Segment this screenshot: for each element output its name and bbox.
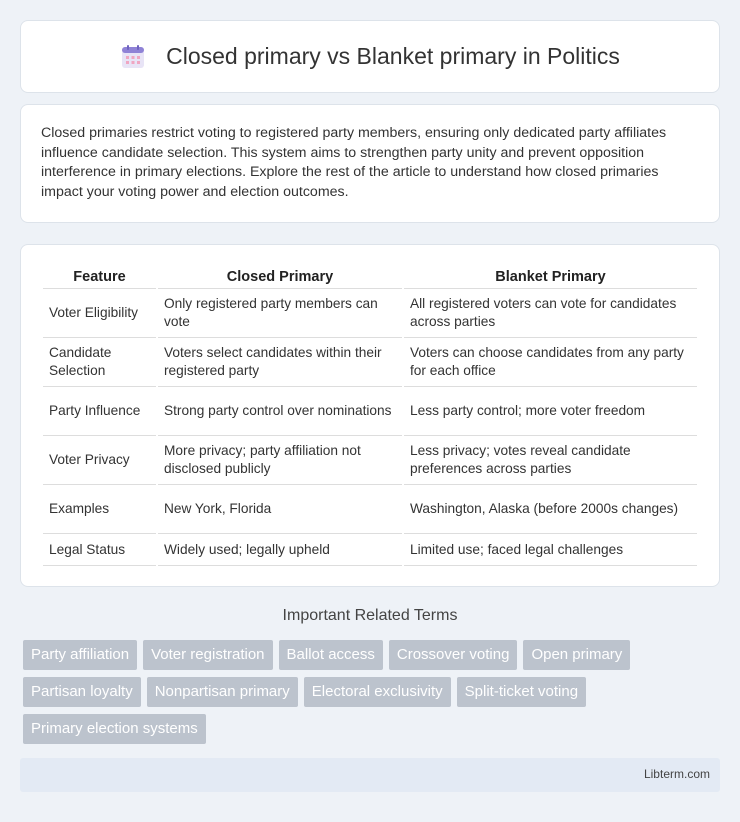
tag-open-primary[interactable]: Open primary xyxy=(523,640,630,670)
table-cell: Voters select candidates within their registered party xyxy=(158,338,402,387)
column-header: Closed Primary xyxy=(158,265,402,289)
table-cell: Party Influence xyxy=(43,387,156,436)
table-cell: All registered voters can vote for candidates across parties xyxy=(404,289,697,338)
tag-ballot-access[interactable]: Ballot access xyxy=(279,640,383,670)
table-header-row xyxy=(43,265,697,289)
table-cell: Less party control; more voter freedom xyxy=(404,387,697,436)
intro-card xyxy=(20,104,720,223)
table-cell: Candidate Selection xyxy=(43,338,156,387)
table-cell: Examples xyxy=(43,485,156,534)
table-cell: Widely used; legally upheld xyxy=(158,534,402,566)
comparison-card xyxy=(20,244,720,587)
table-cell: Less privacy; votes reveal candidate preferences across parties xyxy=(404,436,697,485)
table-row xyxy=(43,534,697,566)
footer-site-link[interactable]: Libterm.com xyxy=(643,767,710,781)
intro-text: Closed primaries restrict voting to registered party members, ensuring only dedicated party affiliates influence candidate selection. This system aims to strengthen party unity and prevent opposition interference in primary elections. Explore the rest of the article to understand how closed primaries impact your voting power and election outcomes. xyxy=(41,125,667,200)
table-row xyxy=(43,387,697,436)
table-cell: New York, Florida xyxy=(158,485,402,534)
table-cell: Voter Eligibility xyxy=(43,289,156,338)
tag-party-affiliation[interactable]: Party affiliation xyxy=(23,640,137,670)
related-terms-title: Important Related Terms xyxy=(282,607,458,624)
related-terms-list xyxy=(23,640,723,751)
table-row xyxy=(43,485,697,534)
table-cell: Voters can choose candidates from any party for each office xyxy=(404,338,697,387)
page-title: Closed primary vs Blanket primary in Politics xyxy=(166,43,620,69)
tag-partisan-loyalty[interactable]: Partisan loyalty xyxy=(23,677,141,707)
column-header: Feature xyxy=(43,265,156,289)
table-cell: Limited use; faced legal challenges xyxy=(404,534,697,566)
footer xyxy=(20,758,720,792)
calendar-icon xyxy=(120,44,146,70)
table-cell: Strong party control over nominations xyxy=(158,387,402,436)
table-cell: More privacy; party affiliation not disclosed publicly xyxy=(158,436,402,485)
tag-split-ticket-voting[interactable]: Split-ticket voting xyxy=(457,677,586,707)
tag-primary-election-systems[interactable]: Primary election systems xyxy=(23,714,206,744)
column-header: Blanket Primary xyxy=(404,265,697,289)
tag-nonpartisan-primary[interactable]: Nonpartisan primary xyxy=(147,677,298,707)
table-row xyxy=(43,338,697,387)
tag-voter-registration[interactable]: Voter registration xyxy=(143,640,272,670)
table-cell: Legal Status xyxy=(43,534,156,566)
table-cell: Only registered party members can vote xyxy=(158,289,402,338)
title-card xyxy=(20,20,720,93)
table-row xyxy=(43,289,697,338)
tag-crossover-voting[interactable]: Crossover voting xyxy=(389,640,518,670)
table-cell: Washington, Alaska (before 2000s changes) xyxy=(404,485,697,534)
tag-electoral-exclusivity[interactable]: Electoral exclusivity xyxy=(304,677,451,707)
table-cell: Voter Privacy xyxy=(43,436,156,485)
comparison-table xyxy=(41,265,699,566)
table-row xyxy=(43,436,697,485)
